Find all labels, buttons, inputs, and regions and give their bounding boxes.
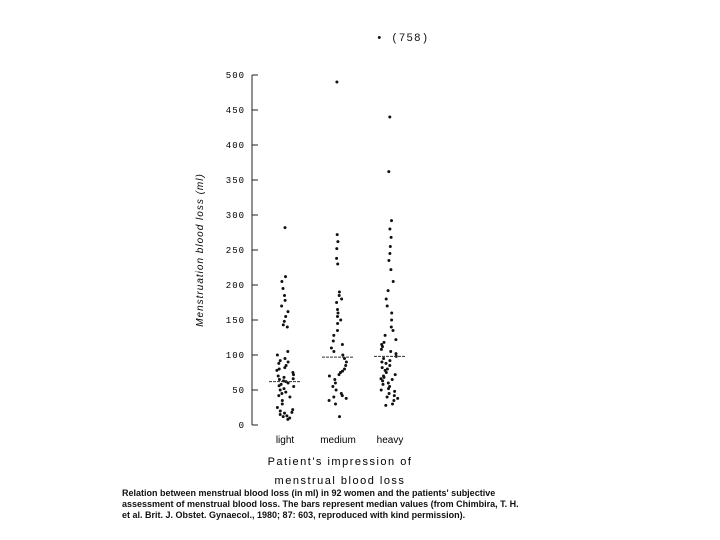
data-point-heavy xyxy=(385,298,388,301)
data-point-light xyxy=(279,413,282,416)
data-point-heavy xyxy=(394,338,397,341)
data-point-heavy xyxy=(385,362,388,365)
data-point-light xyxy=(284,299,287,302)
figure-caption xyxy=(122,488,592,521)
data-point-medium xyxy=(340,298,343,301)
data-point-light xyxy=(285,414,288,417)
data-point-light xyxy=(287,310,290,313)
data-point-heavy xyxy=(396,397,399,400)
data-point-heavy xyxy=(392,329,395,332)
data-point-medium xyxy=(330,347,333,350)
data-point-heavy xyxy=(382,357,385,360)
data-point-heavy xyxy=(388,392,391,395)
x-category-label-medium: medium xyxy=(320,435,356,446)
y-tick-label: 450 xyxy=(225,106,245,116)
x-category-label-heavy: heavy xyxy=(376,435,404,446)
data-point-heavy xyxy=(390,219,393,222)
data-point-heavy xyxy=(389,245,392,248)
data-point-light xyxy=(279,359,282,362)
data-point-light xyxy=(288,396,291,399)
y-axis-title: Menstruation blood loss (ml) xyxy=(195,173,206,327)
data-point-light xyxy=(284,391,287,394)
data-point-heavy xyxy=(392,280,395,283)
data-point-heavy xyxy=(384,404,387,407)
data-point-medium xyxy=(336,315,339,318)
y-tick-label: 0 xyxy=(238,421,245,431)
data-point-medium xyxy=(335,257,338,260)
data-point-medium xyxy=(335,389,338,392)
caption-line: et al. Brit. J. Obstet. Gynaecol., 1980; 87: 603, reproduced with kind permission). xyxy=(122,510,466,520)
data-point-light xyxy=(290,411,293,414)
data-point-medium xyxy=(336,322,339,325)
page-number: • (758) xyxy=(376,33,430,45)
data-point-light xyxy=(282,415,285,418)
data-point-heavy xyxy=(387,387,390,390)
data-point-heavy xyxy=(381,366,384,369)
data-point-medium xyxy=(341,354,344,357)
data-point-medium xyxy=(333,378,336,381)
data-point-heavy xyxy=(391,403,394,406)
data-point-medium xyxy=(336,308,339,311)
data-point-light xyxy=(278,384,281,387)
data-point-heavy xyxy=(383,341,386,344)
data-point-medium xyxy=(332,350,335,353)
data-point-light xyxy=(286,326,289,329)
data-point-heavy xyxy=(390,236,393,239)
data-point-light xyxy=(282,323,285,326)
data-point-medium xyxy=(332,340,335,343)
data-point-heavy xyxy=(388,252,391,255)
y-tick-label: 250 xyxy=(225,246,245,256)
data-point-heavy xyxy=(386,396,389,399)
data-point-medium xyxy=(337,312,340,315)
data-point-heavy xyxy=(381,345,384,348)
data-point-medium xyxy=(336,329,339,332)
data-point-heavy xyxy=(380,389,383,392)
data-point-medium xyxy=(334,403,337,406)
y-tick-label: 150 xyxy=(225,316,245,326)
data-point-medium xyxy=(341,394,344,397)
data-point-light xyxy=(280,280,283,283)
y-tick-label: 200 xyxy=(225,281,245,291)
data-point-light xyxy=(277,362,280,365)
data-point-heavy xyxy=(390,312,393,315)
y-tick-label: 300 xyxy=(225,211,245,221)
data-point-light xyxy=(276,406,279,409)
data-point-heavy xyxy=(382,383,385,386)
y-tick-label: 100 xyxy=(225,351,245,361)
data-point-light xyxy=(282,287,285,290)
data-point-light xyxy=(283,376,286,379)
data-point-light xyxy=(283,387,286,390)
data-point-light xyxy=(287,361,290,364)
data-point-heavy xyxy=(388,116,391,119)
data-point-heavy xyxy=(394,373,397,376)
data-point-heavy xyxy=(388,228,391,231)
data-point-medium xyxy=(328,399,331,402)
data-point-heavy xyxy=(392,399,395,402)
data-point-heavy xyxy=(387,259,390,262)
data-point-heavy xyxy=(391,378,394,381)
data-point-light xyxy=(283,366,286,369)
data-point-heavy xyxy=(381,379,384,382)
data-point-light xyxy=(283,320,286,323)
y-tick-label: 500 xyxy=(225,71,245,81)
data-point-light xyxy=(292,385,295,388)
data-point-heavy xyxy=(390,319,393,322)
data-point-light xyxy=(278,378,281,381)
data-point-medium xyxy=(332,396,335,399)
data-point-light xyxy=(276,354,279,357)
y-tick-label: 400 xyxy=(225,141,245,151)
data-point-heavy xyxy=(395,352,398,355)
data-point-heavy xyxy=(389,350,392,353)
data-points xyxy=(275,81,399,421)
data-point-medium xyxy=(338,415,341,418)
data-point-light xyxy=(284,315,287,318)
caption-line: Relation between menstrual blood loss (in ml) in 92 women and the patients' subjective xyxy=(122,488,496,498)
x-axis-title-line-1: Patient's impression of xyxy=(267,456,413,468)
data-point-heavy xyxy=(385,371,388,374)
data-point-light xyxy=(280,392,283,395)
data-point-heavy xyxy=(387,382,390,385)
caption-line: assessment of menstrual blood loss. The bars represent median values (from Chimbira, T. H. xyxy=(122,499,519,509)
data-point-medium xyxy=(334,382,337,385)
data-point-medium xyxy=(328,375,331,378)
data-point-heavy xyxy=(387,170,390,173)
y-tick-label: 350 xyxy=(225,176,245,186)
data-point-light xyxy=(279,410,282,413)
data-point-light xyxy=(286,350,289,353)
x-category-label-light: light xyxy=(275,435,295,446)
data-point-medium xyxy=(335,81,338,84)
data-point-light xyxy=(277,394,280,397)
data-point-medium xyxy=(338,291,341,294)
data-point-heavy xyxy=(393,394,396,397)
data-point-medium xyxy=(339,319,342,322)
data-point-light xyxy=(283,412,286,415)
data-point-medium xyxy=(345,397,348,400)
x-axis-title-line-2: menstrual blood loss xyxy=(274,475,406,487)
data-point-medium xyxy=(336,240,339,243)
data-point-medium xyxy=(335,247,338,250)
data-point-heavy xyxy=(388,364,391,367)
data-point-light xyxy=(284,357,287,360)
y-axis-ticks xyxy=(226,71,258,431)
data-point-heavy xyxy=(384,334,387,337)
data-point-light xyxy=(284,275,287,278)
data-point-light xyxy=(277,375,280,378)
data-point-heavy xyxy=(390,326,393,329)
data-point-heavy xyxy=(380,348,383,351)
data-point-heavy xyxy=(393,390,396,393)
data-point-medium xyxy=(332,334,335,337)
data-point-heavy xyxy=(386,305,389,308)
data-point-medium xyxy=(341,343,344,346)
data-point-heavy xyxy=(387,289,390,292)
data-point-medium xyxy=(336,233,339,236)
data-point-heavy xyxy=(380,361,383,364)
category-labels xyxy=(276,435,404,446)
data-point-light xyxy=(281,399,284,402)
data-point-heavy xyxy=(389,268,392,271)
data-point-light xyxy=(286,418,289,421)
data-point-light xyxy=(283,294,286,297)
data-point-medium xyxy=(331,385,334,388)
data-point-heavy xyxy=(388,359,391,362)
data-point-medium xyxy=(338,373,341,376)
data-point-light xyxy=(284,226,287,229)
data-point-medium xyxy=(335,301,338,304)
data-point-light xyxy=(275,369,278,372)
data-point-light xyxy=(279,389,282,392)
data-point-medium xyxy=(345,361,348,364)
data-point-light xyxy=(281,403,284,406)
y-tick-label: 50 xyxy=(232,386,245,396)
data-point-light xyxy=(291,408,294,411)
data-point-light xyxy=(292,377,295,380)
data-point-medium xyxy=(338,294,341,297)
data-point-medium xyxy=(344,364,347,367)
data-point-light xyxy=(280,305,283,308)
data-point-light xyxy=(292,373,295,376)
data-point-medium xyxy=(336,263,339,266)
data-point-heavy xyxy=(383,376,386,379)
